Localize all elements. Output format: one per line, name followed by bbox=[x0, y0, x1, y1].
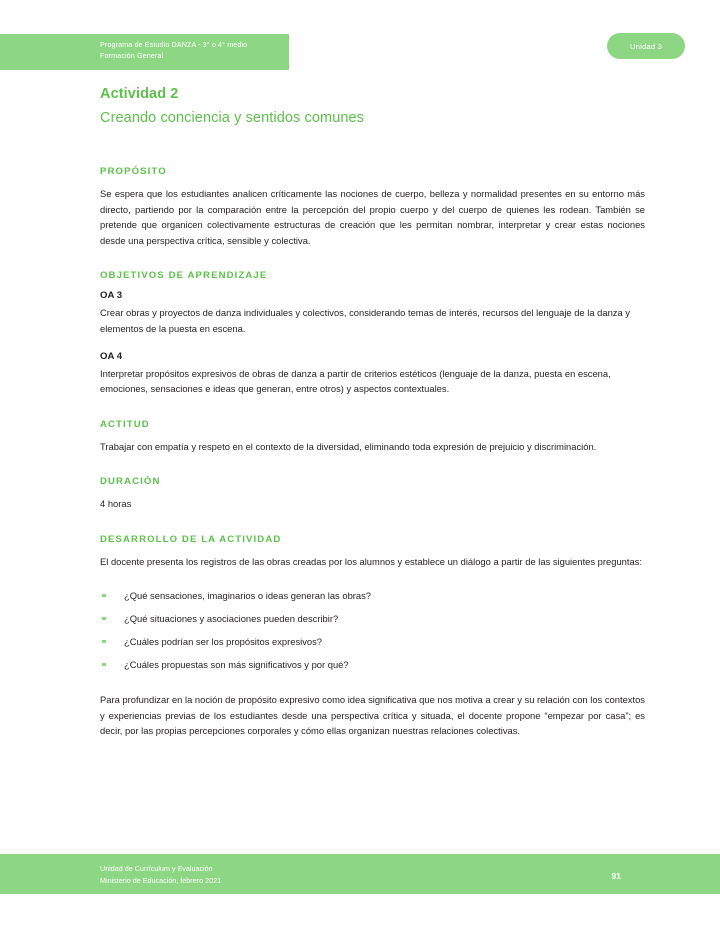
header-program-line2: Formación General bbox=[100, 51, 164, 60]
header-program-info bbox=[100, 39, 320, 61]
section-label-objetivos: OBJETIVOS DE APRENDIZAJE bbox=[100, 270, 268, 282]
document-content bbox=[100, 86, 645, 739]
section-label-duracion: DURACIÓN bbox=[100, 476, 161, 488]
header-program-line1: Programa de Estudio DANZA - 3° o 4° medio bbox=[100, 40, 248, 49]
duracion-text: 4 horas bbox=[100, 498, 132, 510]
list-item: ¿Qué situaciones y asociaciones pueden describir? bbox=[100, 611, 645, 627]
section-label-proposito: PROPÓSITO bbox=[100, 166, 167, 177]
list-item: ¿Qué sensaciones, imaginarios o ideas generan las obras? bbox=[100, 588, 645, 604]
footer-line2: Ministerio de Educación, febrero 2021 bbox=[100, 875, 222, 885]
closing-text: Para profundizar en la noción de propósito expresivo como idea significativa que nos motiva a crear y su relación con los contextos y experiencias previas de los estudiantes desde una perspectiva crítica y situada, el docente propone “empezar por casa”; es decir, por las propias percepciones corporales y cómo ellas organizan nuestras relaciones colectivas. bbox=[100, 693, 645, 737]
footer-institution bbox=[100, 863, 221, 886]
list-item: ¿Cuáles propuestas son más significativos y por qué? bbox=[100, 657, 645, 673]
page-title: Actividad 2 bbox=[100, 86, 179, 102]
section-label-desarrollo: DESARROLLO DE LA ACTIVIDAD bbox=[100, 533, 282, 545]
footer-line1: Unidad de Currículum y Evaluación bbox=[100, 864, 213, 873]
oa3-code: OA 3 bbox=[100, 290, 123, 302]
unit-badge: Unidad 3 bbox=[607, 33, 685, 59]
questions-list bbox=[100, 588, 645, 673]
page-subtitle: Creando conciencia y sentidos comunes bbox=[100, 110, 365, 126]
proposito-text: Se espera que los estudiantes analicen críticamente las nociones de cuerpo, belleza y normalidad presentes en su entorno más directo, partiendo por la comparación entre la percepción del propio cuerpo y del cuerpo de quienes les rodean. También se pretende que organicen colectivamente estructuras de creación que les permitan nombrar, interpretar y crear estas nociones desde una perspectiva crítica, sensible y colectiva. bbox=[100, 188, 645, 246]
oa4-code: OA 4 bbox=[100, 350, 123, 362]
actitud-text: Trabajar con empatía y respeto en el contexto de la diversidad, eliminando toda expresión de prejuicio y discriminación. bbox=[100, 440, 597, 452]
list-item: ¿Cuáles podrían ser los propósitos expresivos? bbox=[100, 634, 645, 650]
page-number: 91 bbox=[611, 871, 621, 881]
section-label-actitud: ACTITUD bbox=[100, 418, 150, 430]
oa3-text: Crear obras y proyectos de danza individuales y colectivos, considerando temas de interés, recursos del lenguaje de la danza y elementos de la puesta en escena. bbox=[100, 307, 630, 334]
oa4-text: Interpretar propósitos expresivos de obras de danza a partir de criterios estéticos (lenguaje de la danza, puesta en escena, emociones, sensaciones e ideas que generan, entre otros) y aspectos contextuales. bbox=[100, 367, 611, 395]
desarrollo-intro-text: El docente presenta los registros de las obras creadas por los alumnos y establece un diálogo a partir de las siguientes preguntas: bbox=[100, 555, 642, 567]
